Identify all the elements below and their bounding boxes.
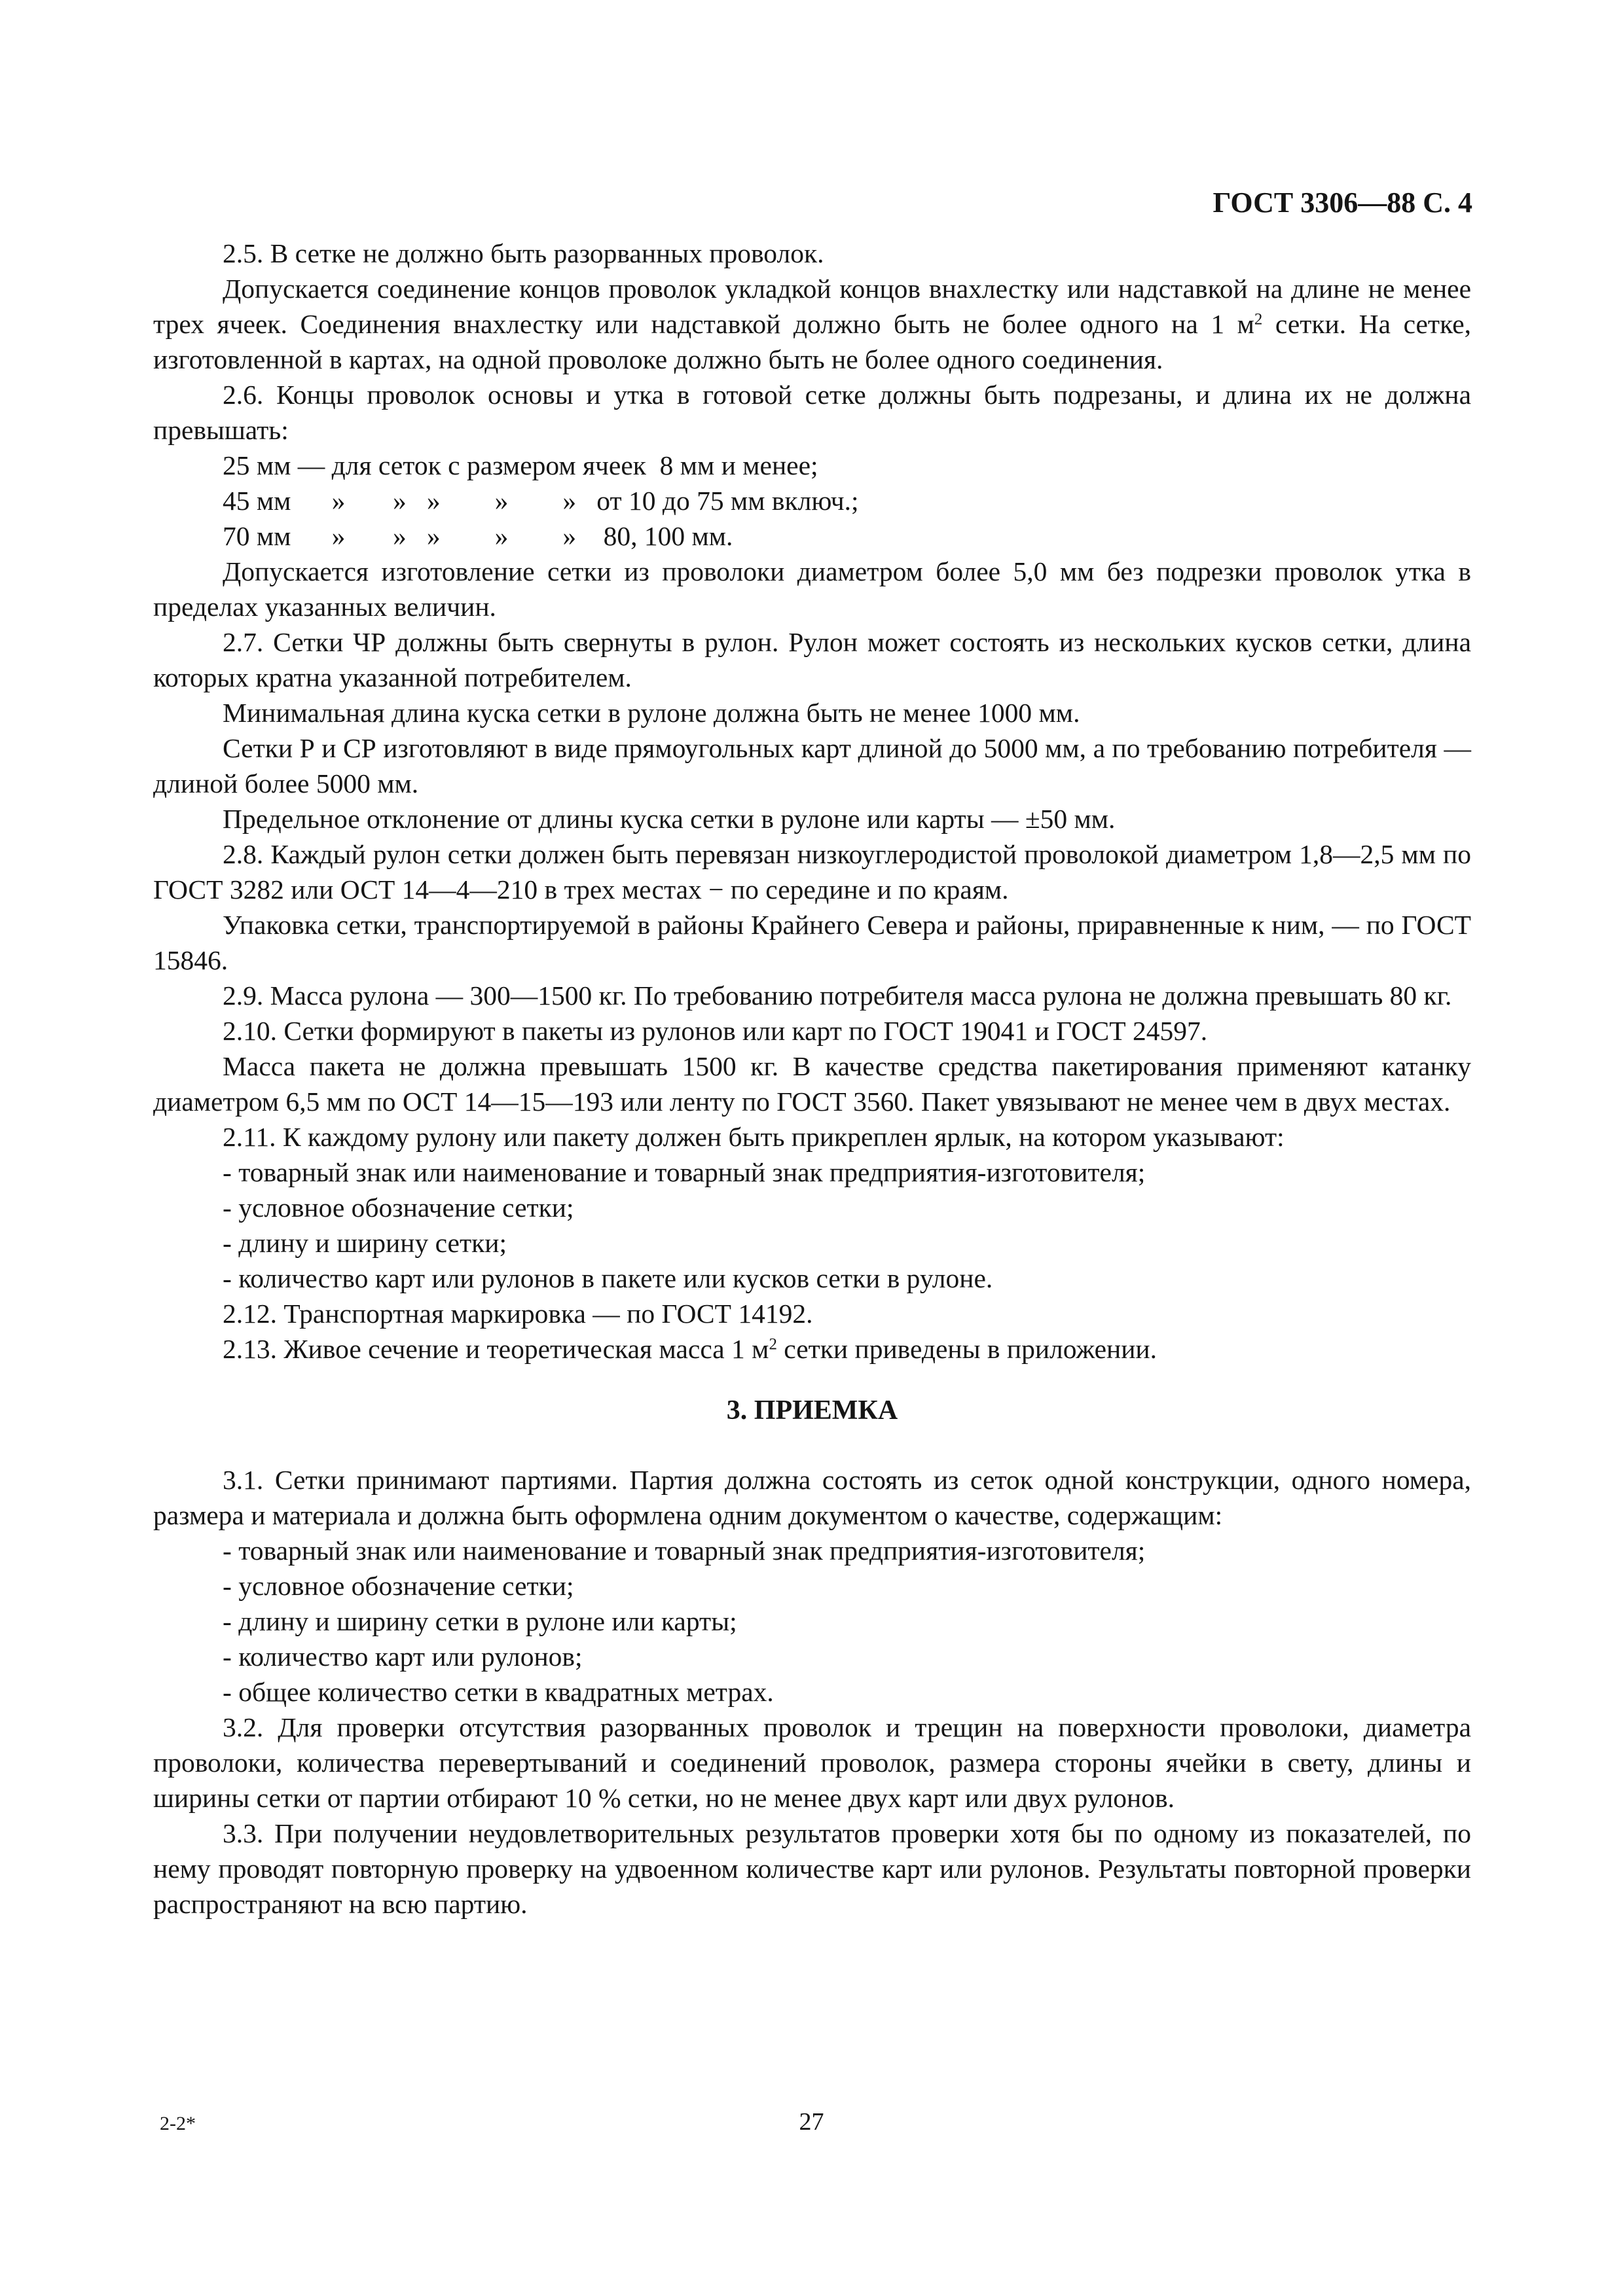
length-row-45: 45 мм » » » » » от 10 до 75 мм включ.; <box>223 486 859 516</box>
document-body <box>153 236 1471 1922</box>
list-item: - количество карт или рулонов в пакете или кусков сетки в рулоне. <box>223 1263 993 1293</box>
list-item: - общее количество сетки в квадратных метрах. <box>223 1677 774 1707</box>
footer-signature-mark: 2-2* <box>160 2113 196 2134</box>
list-item: - количество карт или рулонов; <box>223 1641 583 1672</box>
page-header: ГОСТ 3306—88 С. 4 <box>1213 187 1472 219</box>
length-row-25: 25 мм — для сеток с размером ячеек 8 мм и менее; <box>223 450 818 480</box>
paragraph-3-3: 3.3. При получении неудовлетворительных результатов проверки хотя бы по одному из показателей, по нему проводят повторную проверку на удвоенном количестве карт или рулонов. Результаты повторной проверки распространяют на всю партию. <box>153 1818 1471 1919</box>
paragraph-3-1: 3.1. Сетки принимают партиями. Партия должна состоять из сеток одной конструкции, одного номера, размера и материала и должна быть оформлена одним документом о качестве, содержащим: <box>153 1465 1471 1530</box>
paragraph-2-5: 2.5. В сетке не должно быть разорванных проволок. <box>223 238 824 268</box>
paragraph-2-7-tolerance: Предельное отклонение от длины куска сетки в рулоне или карты — ±50 мм. <box>223 804 1116 834</box>
list-item: - условное обозначение сетки; <box>223 1193 574 1223</box>
list-item: - товарный знак или наименование и товарный знак предприятия-изготовителя; <box>223 1535 1146 1566</box>
list-item: - длину и ширину сетки в рулоне или карты; <box>223 1606 737 1636</box>
paragraph-2-6-note: Допускается изготовление сетки из проволоки диаметром более 5,0 мм без подрезки проволок утка в пределах указанных величин. <box>153 556 1471 622</box>
paragraph-2-7: 2.7. Сетки ЧР должны быть свернуты в рулон. Рулон может состоять из нескольких кусков сетки, длина которых кратна указанной потребителем. <box>153 627 1471 692</box>
list-item: - условное обозначение сетки; <box>223 1571 574 1601</box>
list-item: - длину и ширину сетки; <box>223 1228 507 1258</box>
section-heading-acceptance: 3. ПРИЕМКА <box>726 1395 898 1426</box>
paragraph-2-8-packing: Упаковка сетки, транспортируемой в районы Крайнего Севера и районы, приравненные к ним, — по ГОСТ 15846. <box>153 910 1471 975</box>
paragraph-2-10: 2.10. Сетки формируют в пакеты из рулонов или карт по ГОСТ 19041 и ГОСТ 24597. <box>223 1016 1208 1046</box>
length-row-70: 70 мм » » » » » 80, 100 мм. <box>223 521 733 551</box>
paragraph-2-7-min-length: Минимальная длина куска сетки в рулоне должна быть не менее 1000 мм. <box>223 698 1080 728</box>
paragraph-2-7-cards: Сетки Р и СР изготовляют в виде прямоугольных карт длиной до 5000 мм, а по требованию потребителя — длиной более 5000 мм. <box>153 733 1471 798</box>
paragraph-2-11: 2.11. К каждому рулону или пакету должен быть прикреплен ярлык, на котором указывают: <box>223 1122 1285 1152</box>
paragraph-2-6: 2.6. Концы проволок основы и утка в готовой сетке должны быть подрезаны, и длина их не должна превышать: <box>153 380 1471 445</box>
paragraph-3-2: 3.2. Для проверки отсутствия разорванных проволок и трещин на поверхности проволоки, диаметра проволоки, количества перевертываний и соединений проволок, размера стороны ячейки в свету, длины и ширины сетки от партии отбирают 10 % сетки, но не менее двух карт или двух рулонов. <box>153 1712 1471 1813</box>
paragraph-2-5-joints: Допускается соединение концов проволок укладкой концов внахлестку или надставкой на длине не менее трех ячеек. Соединения внахлестку или надставкой должно быть не более одного на 1 $м^2$ сетки. На сетке, изготовленной в картах, на одной проволоке должно быть не более одного соединения. <box>153 274 1471 374</box>
page-number: 27 <box>799 2108 824 2136</box>
paragraph-2-10-mass: Масса пакета не должна превышать 1500 кг. В качестве средства пакетирования применяют катанку диаметром 6,5 мм по ОСТ 14—15—193 или ленту по ГОСТ 3560. Пакет увязывают не менее чем в двух местах. <box>153 1051 1471 1117</box>
paragraph-2-8: 2.8. Каждый рулон сетки должен быть перевязан низкоуглеродистой проволокой диаметром 1,8—2,5 мм по ГОСТ 3282 или ОСТ 14—4—210 в трех местах − по середине и по краям. <box>153 839 1471 905</box>
list-item: - товарный знак или наименование и товарный знак предприятия-изготовителя; <box>223 1157 1146 1187</box>
paragraph-2-9: 2.9. Масса рулона — 300—1500 кг. По требованию потребителя масса рулона не должна превышать 80 кг. <box>223 980 1452 1011</box>
paragraph-2-13: 2.13. Живое сечение и теоретическая масса 1 $м^2$ сетки приведены в приложении. <box>223 1334 1158 1364</box>
paragraph-2-12: 2.12. Транспортная маркировка — по ГОСТ 14192. <box>223 1299 813 1329</box>
